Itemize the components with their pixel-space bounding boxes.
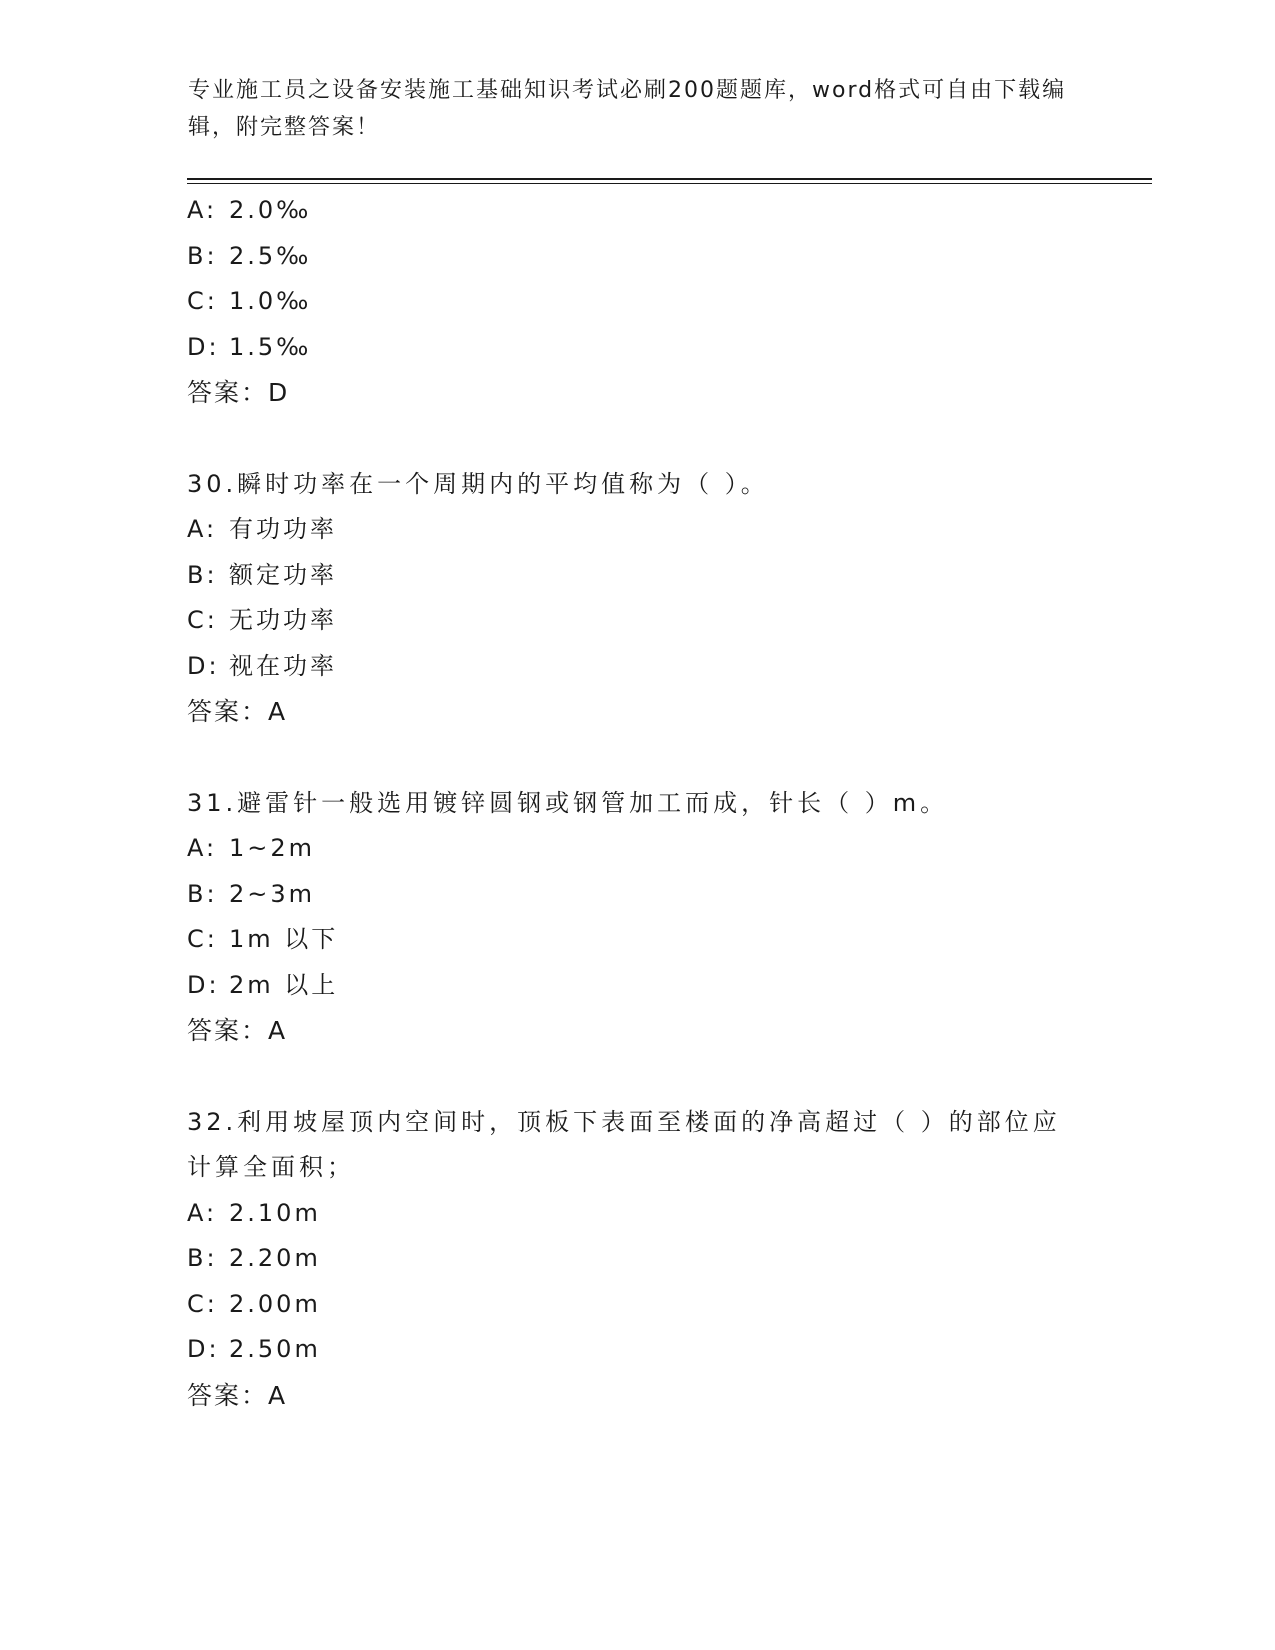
answer-line: 答案：A xyxy=(187,1380,288,1410)
option-a: A: 1~2m xyxy=(187,834,316,862)
option-d: D: 视在功率 xyxy=(187,651,337,680)
option-c: C: 1m 以下 xyxy=(187,925,339,953)
option-a: A: 2.0‰ xyxy=(187,196,312,224)
document-header: 专业施工员之设备安装施工基础知识考试必刷200题题库，word格式可自由下载编辑，附完整答案！ xyxy=(188,78,1067,140)
answer-line: 答案：D xyxy=(187,378,290,407)
answer-line: 答案：A xyxy=(187,1016,288,1045)
option-d: D: 2.50m xyxy=(187,1335,321,1363)
question-stem: 32.利用坡屋顶内空间时，顶板下表面至楼面的净高超过（ ）的部位应计算全面积； xyxy=(187,1107,1061,1181)
spacer xyxy=(187,1054,1087,1100)
option-c: C: 2.00m xyxy=(187,1289,321,1318)
header-rule-thick xyxy=(187,178,1152,180)
spacer xyxy=(187,416,1087,462)
option-b: B: 2~3m xyxy=(187,879,316,908)
question-block-32 xyxy=(187,1100,1087,1419)
option-a: A: 有功功率 xyxy=(187,515,337,543)
option-c: C: 1.0‰ xyxy=(187,287,312,315)
question-stem: 31.避雷针一般选用镀锌圆钢或钢管加工而成，针长（ ）m。 xyxy=(187,788,949,817)
question-block-30 xyxy=(187,462,1087,735)
option-d: D: 1.5‰ xyxy=(187,332,312,361)
answer-line: 答案：A xyxy=(187,697,288,726)
spacer xyxy=(187,735,1087,781)
option-b: B: 2.20m xyxy=(187,1244,321,1272)
option-c: C: 无功功率 xyxy=(187,606,337,634)
question-block-31 xyxy=(187,781,1087,1054)
header-rule-thin xyxy=(187,183,1152,184)
question-block-prev xyxy=(187,188,1087,416)
option-d: D: 2m 以上 xyxy=(187,970,339,999)
option-b: B: 2.5‰ xyxy=(187,241,312,270)
option-a: A: 2.10m xyxy=(187,1198,321,1227)
question-list xyxy=(187,188,1087,1418)
option-b: B: 额定功率 xyxy=(187,560,337,589)
question-stem: 30.瞬时功率在一个周期内的平均值称为（ ）。 xyxy=(187,469,769,498)
